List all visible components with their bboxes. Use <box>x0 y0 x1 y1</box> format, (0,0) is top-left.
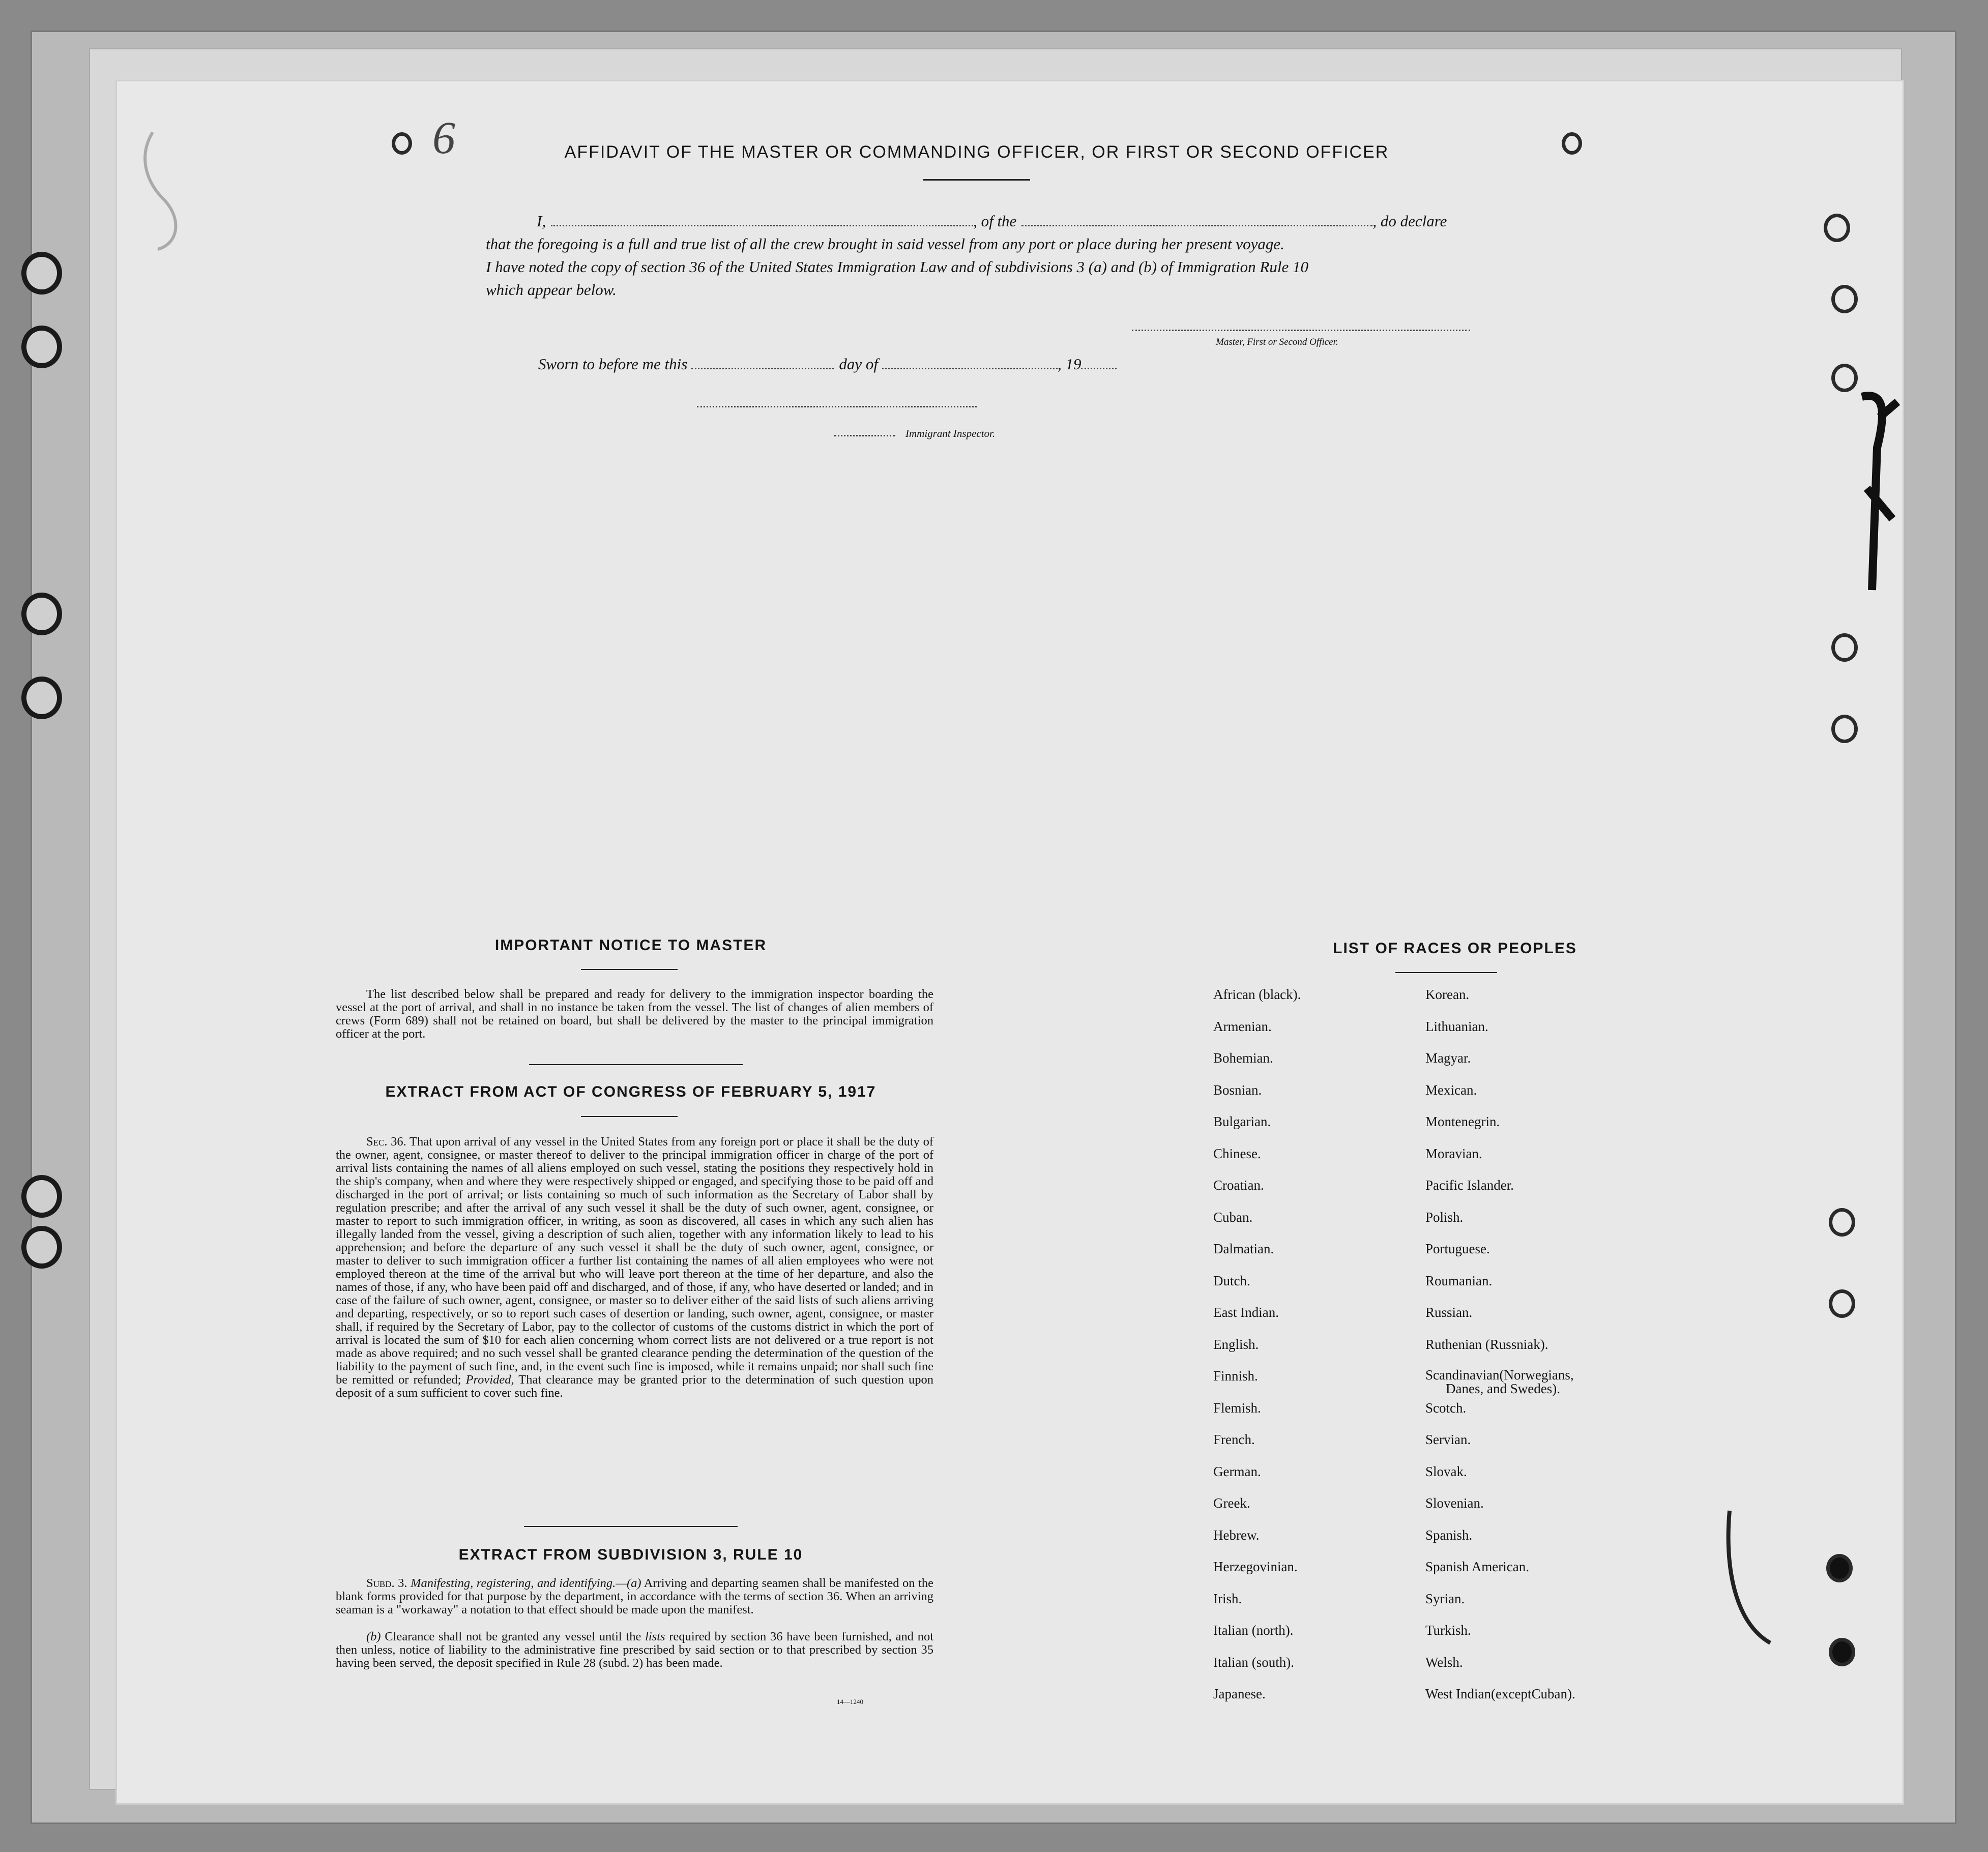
vessel-blank[interactable] <box>1021 225 1372 226</box>
sworn-text: , 19 <box>1057 355 1081 373</box>
race-item: Bohemian. <box>1213 1050 1273 1066</box>
form-number: 14—1240 <box>837 1698 863 1706</box>
rule-text-b <box>336 1630 933 1670</box>
pencil-mark <box>132 117 214 259</box>
race-item: Finnish. <box>1213 1368 1258 1384</box>
month-blank[interactable] <box>882 368 1058 369</box>
master-signature-line[interactable] <box>1132 330 1470 331</box>
notice-text: The list described below shall be prepared and ready for delivery to the immigration inspector boarding the vessel at the port of arrival, and shall in no instance be taken from the vessel. The list of changes of alien members of crews (Form 689) shall not be retained on board, but shall be delivered by the master to the principal immigration officer at the port. <box>336 987 933 1041</box>
affidavit-body <box>486 210 1470 301</box>
race-item: Magyar. <box>1425 1050 1471 1066</box>
divider <box>1395 972 1497 973</box>
form-page <box>117 81 1903 1803</box>
race-item: African (black). <box>1213 987 1301 1002</box>
race-item: Irish. <box>1213 1591 1242 1606</box>
divider <box>581 969 678 970</box>
affidavit-line-3: I have noted the copy of section 36 of the United States Immigration Law and of subdivisions 3 (a) and (b) of Immigration Rule 10 <box>486 258 1308 276</box>
lists-word: lists <box>645 1630 665 1643</box>
race-item: Spanish American. <box>1425 1559 1529 1574</box>
race-item: Moravian. <box>1425 1145 1482 1161</box>
race-item: Russian. <box>1425 1305 1473 1320</box>
affidavit-text: , do declare <box>1372 212 1447 230</box>
divider <box>524 1526 738 1527</box>
provided-word: Provided, <box>465 1373 514 1387</box>
section-label: Sec. 36. <box>366 1135 406 1149</box>
punch-hole-icon <box>1824 214 1850 242</box>
race-item: Mexican. <box>1425 1082 1477 1098</box>
act-title: EXTRACT FROM ACT OF CONGRESS OF FEBRUARY 5, 1917 <box>385 1083 876 1100</box>
race-item: Hebrew. <box>1213 1527 1260 1543</box>
name-blank[interactable] <box>551 225 973 226</box>
race-item: West Indian(exceptCuban). <box>1425 1686 1575 1701</box>
punch-hole-icon <box>1831 633 1858 662</box>
race-item: Herzegovinian. <box>1213 1559 1298 1574</box>
race-item: East Indian. <box>1213 1305 1279 1320</box>
handwritten-scribble <box>1857 387 1903 600</box>
race-item: Lithuanian. <box>1425 1018 1488 1034</box>
race-item: Pacific Islander. <box>1425 1178 1514 1193</box>
rule-title: EXTRACT FROM SUBDIVISION 3, RULE 10 <box>458 1546 803 1563</box>
affidavit-title: AFFIDAVIT OF THE MASTER OR COMMANDING OFFICER, OR FIRST OR SECOND OFFICER <box>564 142 1389 162</box>
notice-title: IMPORTANT NOTICE TO MASTER <box>494 937 767 954</box>
binder-ring-icon <box>21 1226 62 1269</box>
race-item: Korean. <box>1425 987 1470 1002</box>
race-item: Dutch. <box>1213 1273 1250 1288</box>
handwritten-scribble <box>1719 1506 1775 1658</box>
race-item: French. <box>1213 1432 1255 1447</box>
b-label: (b) <box>366 1630 381 1643</box>
binder-ring-icon <box>21 326 62 368</box>
day-blank[interactable] <box>691 368 834 369</box>
subd-heading: Manifesting, registering, and identifying.—(a) <box>407 1576 641 1590</box>
punch-hole-icon <box>1829 1208 1855 1237</box>
affidavit-line-1 <box>486 210 1470 232</box>
race-item: Roumanian. <box>1425 1273 1493 1288</box>
sworn-text: Sworn to before me this <box>538 355 688 373</box>
divider <box>529 1064 743 1065</box>
punch-hole-icon <box>1831 715 1858 743</box>
race-item: Syrian. <box>1425 1591 1465 1606</box>
race-item: Greek. <box>1213 1495 1250 1511</box>
punch-hole-icon <box>1831 364 1858 392</box>
race-item: Italian (south). <box>1213 1654 1294 1670</box>
races-title: LIST OF RACES OR PEOPLES <box>1333 940 1577 957</box>
race-item: Welsh. <box>1425 1654 1463 1670</box>
affidavit-line-4: which appear below. <box>486 281 617 299</box>
act-body: That upon arrival of any vessel in the United States from any foreign port or place it shall be the duty of the owner, agent, consignee, or master thereof to deliver to the principal immigration officer in charge of the port of arrival lists containing the names of all aliens employed on such vessel, stating the positions they respectively hold in the ship's company, when and where they were respectively shipped or engaged, and specifying those to be paid off and discharged in the port of arrival; or lists containing so much of such information as the Secretary of Labor shall by regulation prescribe; and after the arrival of any such vessel it shall be the duty of such owner, agent, consignee, or master to report to such immigration officer, in writing, as soon as discovered, all cases in which any such alien has illegally landed from the vessel, giving a description of such alien, together with any information likely to lead to his apprehension; and before the departure of any such vessel it shall be the duty of such owner, agent, consignee, or master to deliver to such immigration officer a further list containing the names of all alien employees who were not employed thereon at the time of the arrival but who will leave port thereon at the time of her departure, and also the names of those, if any, who have been paid off and discharged, and of those, if any, who have deserted or landed; and in case of the failure of such owner, agent, consignee, or master so to deliver either of the said lists of such aliens arriving and departing, respectively, or so to report such cases of desertion or landing, such owner, agent, consignee, or master shall, if required by the Secretary of Labor, pay to the collector of customs of the customs district in which the port of arrival is located the sum of $10 for each alien concerning whom correct lists are not delivered or a true report is not made as above required; and no such vessel shall be granted clearance pending the determination of the question of the liability to the payment of such fine, and, in the event such fine is imposed, while it remains unpaid; nor shall such fine be remitted or refunded; <box>336 1135 933 1387</box>
punch-hole-icon <box>1831 285 1858 313</box>
affidavit-line-2: that the foregoing is a full and true list of all the crew brought in said vessel from any port or place during her present voyage. <box>486 235 1284 253</box>
rule-body-a: Arriving and departing seamen shall be manifested on the blank forms provided for that purpose by the department, in accordance with the terms of section 36. When an arriving seaman is a "workaway" a notation to that effect should be made upon the manifest. <box>336 1576 933 1616</box>
year-blank[interactable] <box>1081 368 1117 369</box>
races-column-2 <box>1425 987 1575 1718</box>
races-column-1 <box>1213 987 1301 1718</box>
race-item: Dalmatian. <box>1213 1241 1274 1256</box>
handwritten-page-number: 6 <box>432 113 455 163</box>
race-item: Polish. <box>1425 1209 1464 1225</box>
race-item: Japanese. <box>1213 1686 1266 1701</box>
inspector-signature-line[interactable] <box>697 406 977 407</box>
binder-ring-icon <box>21 252 62 295</box>
inspector-caption: Immigrant Inspector. <box>905 427 996 439</box>
race-item: Ruthenian (Russniak). <box>1425 1336 1548 1352</box>
race-item: German. <box>1213 1463 1261 1479</box>
race-item: Servian. <box>1425 1432 1471 1447</box>
act-text <box>336 1135 933 1400</box>
inspector-lead-line <box>834 435 895 436</box>
race-item: English. <box>1213 1336 1259 1352</box>
race-item: Scotch. <box>1425 1400 1467 1416</box>
divider <box>923 179 1030 181</box>
race-item: Chinese. <box>1213 1145 1261 1161</box>
race-item: Montenegrin. <box>1425 1114 1500 1129</box>
affidavit-text: , of the <box>973 212 1017 230</box>
sworn-text: day of <box>839 355 878 373</box>
race-item: Armenian. <box>1213 1018 1272 1034</box>
race-item: Croatian. <box>1213 1178 1264 1193</box>
race-item: Bulgarian. <box>1213 1114 1271 1129</box>
sworn-line <box>538 355 1117 373</box>
race-item: Italian (north). <box>1213 1623 1294 1638</box>
race-item: Slovenian. <box>1425 1495 1484 1511</box>
race-item: Turkish. <box>1425 1623 1471 1638</box>
race-item: Spanish. <box>1425 1527 1473 1543</box>
rule-text-a <box>336 1577 933 1616</box>
binder-ring-icon <box>21 1175 62 1218</box>
binder-ring-icon <box>21 593 62 635</box>
race-item <box>1425 1368 1575 1400</box>
race-item: Flemish. <box>1213 1400 1261 1416</box>
punch-hole-icon <box>1826 1554 1853 1582</box>
rule-body-b2: required by section 36 have been furnished, and not then unless, notice of liability to the administrative fine prescribed by said section or to that prescribed by section 35 having been served, the deposit specified in Rule 28 (subd. 2) has been made. <box>336 1630 933 1670</box>
race-item: Cuban. <box>1213 1209 1253 1225</box>
punch-hole-icon <box>1829 1638 1855 1666</box>
act-body-end: That clearance may be granted prior to the determination of such question upon deposit of a sum sufficient to cover such fine. <box>336 1373 934 1400</box>
punch-hole-icon <box>1829 1289 1855 1318</box>
race-item-text: Scandinavian(Norwegians, <box>1425 1367 1574 1383</box>
race-item: Bosnian. <box>1213 1082 1262 1098</box>
master-caption: Master, First or Second Officer. <box>1216 337 1338 347</box>
affidavit-text: I, <box>537 212 546 230</box>
race-item: Portuguese. <box>1425 1241 1490 1256</box>
race-item-continuation: Danes, and Swedes). <box>1446 1381 1560 1396</box>
divider <box>581 1116 678 1117</box>
rule-body-b1: Clearance shall not be granted any vessel until the <box>381 1630 646 1643</box>
subd-label: Subd. 3. <box>366 1576 407 1590</box>
race-item: Slovak. <box>1425 1463 1467 1479</box>
binder-ring-icon <box>21 677 62 719</box>
